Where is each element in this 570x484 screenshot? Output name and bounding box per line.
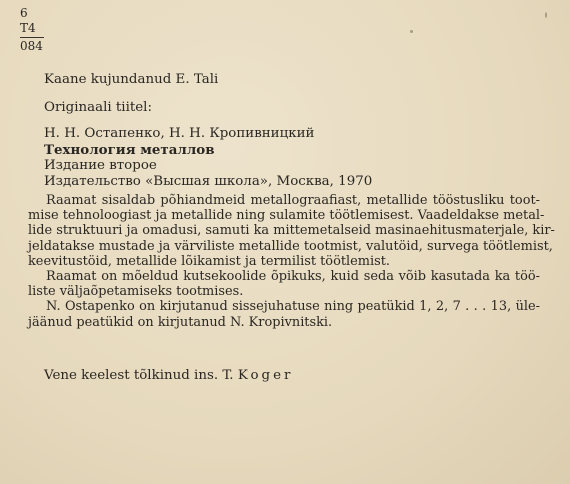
paper-speck	[410, 30, 413, 33]
udk-classification	[20, 6, 44, 54]
annotation-line: lide struktuuri ja omadusi, samuti ka mittemetalseid masinaehitusmaterjale, kir-	[28, 223, 555, 239]
original-publisher: Издательство «Высшая школа», Москва, 1970	[44, 174, 373, 189]
book-annotation	[28, 193, 555, 330]
udk-number-bottom: 084	[20, 39, 43, 53]
annotation-line: liste väljaõpetamiseks tootmises.	[28, 284, 244, 300]
annotation-line: keevitustöid, metallide lõikamist ja termilist töötlemist.	[28, 253, 390, 269]
annotation-line: Raamat sisaldab põhiandmeid metallograafiast, metallide tööstusliku toot-	[46, 193, 540, 208]
annotation-line: jeldatakse mustade ja värviliste metallide tootmist, valutöid, survega töötlemist,	[28, 238, 553, 254]
cover-designer-credit: Kaane kujundanud E. Tali	[44, 72, 219, 87]
original-title: Технология металлов	[44, 142, 215, 158]
udk-number-top: 6 T4	[20, 6, 44, 38]
paper-speck	[545, 12, 547, 18]
translator-name: Koger	[237, 368, 294, 383]
annotation-line: N. Ostapenko on kirjutanud sissejuhatuse ning peatükid 1, 2, 7 . . . 13, üle-	[46, 299, 540, 315]
annotation-line: mise tehnoloogiast ja metallide ning sulamite töötlemisest. Vaadeldakse metal-	[28, 208, 545, 224]
translator-credit	[44, 368, 293, 384]
annotation-line: Raamat on mõeldud kutsekoolide õpikuks, kuid seda võib kasutada ka töö-	[46, 269, 540, 285]
original-title-label: Originaali tiitel:	[44, 100, 152, 115]
original-authors: Н. Н. Остапенко, Н. Н. Кропивницкий	[44, 126, 315, 141]
annotation-line: jäänud peatükid on kirjutanud N. Kropivnitski.	[28, 314, 333, 330]
translator-prefix: Vene keelest tõlkinud ins. T.	[44, 368, 234, 383]
original-edition: Издание второе	[44, 158, 157, 173]
